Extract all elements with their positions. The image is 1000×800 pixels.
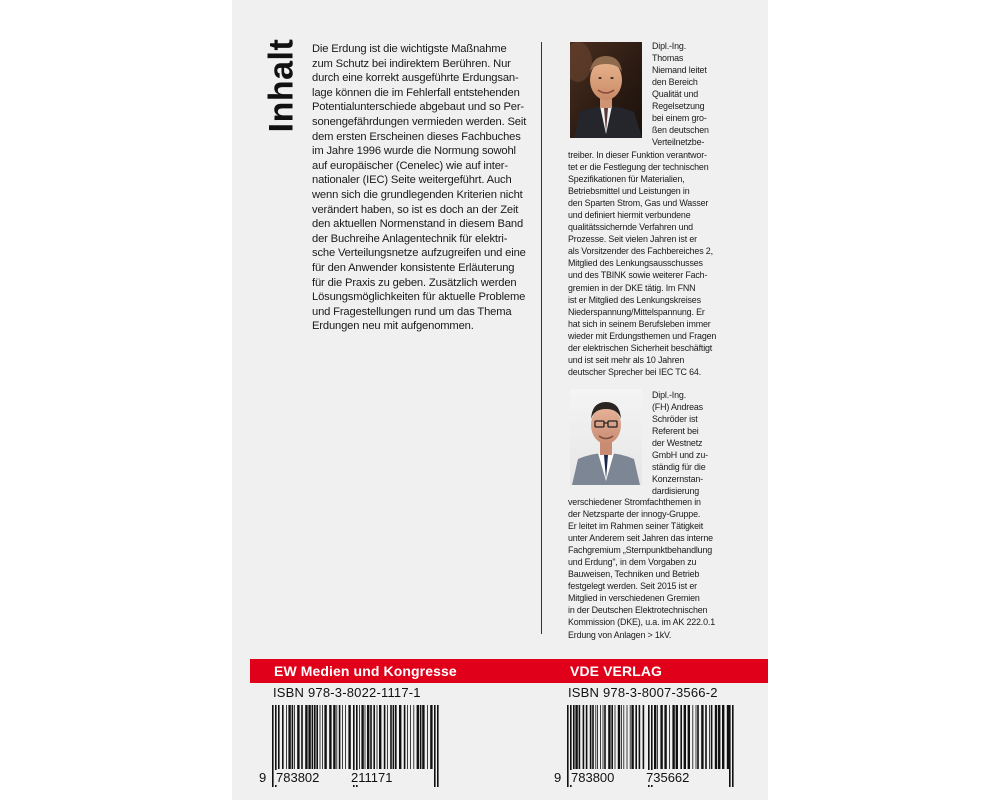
text-line: Niederspannung/Mittelspannung. Er [568,306,705,317]
text-line: Mitglied in verschiedenen Gremien [568,593,700,604]
barcode-bar [324,705,326,769]
text-line: und Fragestellungen rund um das Thema [312,305,512,318]
barcode-bar [359,705,360,769]
text-line: den Sparten Strom, Gas und Wasser [568,198,709,209]
text-line: und definiert hiermit verbundene [568,210,691,221]
barcode-bar [345,705,346,769]
text-line: Mitglied des Lenkungsausschusses [568,258,703,269]
barcode-bar [420,705,422,769]
barcode-bar [278,705,280,769]
barcode-bar [316,705,318,769]
text-line: dem ersten Erscheinen dieses Fachbuches [312,130,521,143]
barcode-bar [427,705,428,769]
text-line: auf europäischer (Cenelec) wie auf inter- [312,159,508,172]
text-line: Erdungen neu mit aufgenommen. [312,320,474,333]
text-line: Er leitet im Rahmen seiner Tätigkeit [568,521,704,532]
barcode-digit-first: 9 [259,770,267,785]
text-line: Bauweisen, Techniken und Betrieb [568,569,700,580]
barcode-bar [597,705,598,769]
text-line: im Jahre 1996 wurde die Normung sowohl [312,145,516,158]
barcode-bar [294,705,295,769]
text-line: qualitätssichernde Verfahren und [568,222,693,233]
barcode-bar [672,705,674,769]
barcode-bar [361,705,363,769]
barcode-bar [618,705,620,769]
barcode-bar [407,705,408,769]
text-line: Die Erdung ist die wichtigste Maßnahme [312,43,507,55]
text-line: Verteilnetzbe- [652,137,705,148]
barcode-bar [322,705,323,769]
barcode-bar [297,705,299,769]
barcode-bar [639,705,641,769]
barcode-bar [379,705,381,769]
text-line: dardisierung [652,486,700,497]
text-line: unter Anderem seit Jahren das interne [568,533,713,544]
text-line: wenn sich die grundlegenden Kriterien nicht [312,188,523,201]
barcode-bar [312,705,314,769]
barcode-guard-bar [567,705,569,787]
barcode-bar [705,705,707,769]
barcode-digits-left: 783800 [571,770,615,785]
barcode-guard-bar [434,705,436,787]
text-line: Potentialunterschiede abgebaut und so Per- [312,101,525,114]
text-line: der Buchreihe Anlagentechnik für elektri- [312,232,508,245]
barcode-bar [676,705,678,769]
barcode-bar [630,705,631,769]
barcode-bar [595,705,596,769]
text-line: und des TBINK sowie weiterer Fach- [568,270,708,281]
text-line: ständig für die [652,462,706,473]
text-line: Qualität und [652,89,699,100]
text-line: für den Anwender konsistente Erläuterung [312,261,515,274]
barcode-bar [718,705,720,769]
barcode-bar [370,705,372,769]
author-bio-niemand-side [652,40,742,148]
barcode-bar [404,705,406,769]
text-line: Fachgremium „Sternpunktbehandlung [568,545,713,556]
barcode-bar [367,705,369,769]
barcode-bar [631,705,633,769]
publisher-name-ew-medien: EW Medien und Kongresse [274,663,457,679]
text-line: und Erdung", in dem Vorgaben zu [568,557,697,568]
text-line: Dipl.-Ing. [652,390,687,400]
barcode-bar [664,705,666,769]
text-line: der Westnetz [652,438,703,449]
book-description [312,42,528,334]
author-photo-schroeder [570,389,642,485]
isbn-vde-verlag: ISBN 978-3-8007-3566-2 [568,685,718,700]
text-line: treiber. In dieser Funktion verantwor- [568,150,707,160]
barcode-bar [390,705,392,769]
text-line: nationaler (IEC) Seite weitergeführt. Auch [312,174,512,187]
barcode-bar [611,705,613,769]
barcode-bar [669,705,670,769]
text-line: tet er die Festlegung der technischen [568,162,709,173]
text-line: den aktuellen Normenstand in diesem Band [312,218,524,231]
text-line: Spezifikationen für Materialien, [568,174,685,185]
barcode-bar [692,705,693,769]
barcode-bar [621,705,622,769]
barcode-bar [288,705,290,769]
barcode-bar [282,705,284,769]
barcode-bar [727,705,729,769]
barcode-bar [688,705,690,769]
barcode-bar [339,705,341,769]
section-title [262,38,302,132]
barcode-bar [604,705,606,769]
author-photo-niemand [570,42,642,138]
barcode-bar [586,705,588,769]
text-line: (FH) Andreas [652,402,703,413]
barcode-bar [573,705,575,769]
barcode-bar [365,705,366,769]
text-line: Dipl.-Ing. [652,41,687,51]
barcode-bar [579,705,581,769]
text-line: in der Deutschen Elektrotechnischen [568,605,708,616]
section-title-text: Inhalt [262,38,301,132]
barcode-bar [320,705,321,769]
barcode-bar [286,705,287,769]
text-line: ßen deutschen [652,125,709,136]
barcode-bar [393,705,395,769]
barcode-guard-bar [437,705,439,787]
barcode-bar [680,705,682,769]
barcode-bar [660,705,662,769]
barcode-bar [430,705,432,769]
barcode-bar [342,705,343,769]
text-line: als Vorsitzender des Fachbereiches 2, [568,246,713,257]
author-bio-niemand-text [568,149,743,378]
column-divider [541,42,542,634]
barcode-bar [715,705,717,769]
author-bio-schroeder-text [568,496,743,641]
barcode-bar [603,705,604,769]
barcode-bar [623,705,624,769]
barcode-bar [292,705,294,769]
isbn-ew-medien: ISBN 978-3-8022-1117-1 [273,685,421,700]
barcode-guard-bar [729,705,731,787]
barcode-guard-bar [272,705,274,787]
barcode-bar [387,705,388,769]
barcode-bar [643,705,645,769]
barcode-bar [333,705,335,769]
barcode-bar [377,705,378,769]
text-line: Lösungsmöglichkeiten für aktuelle Probleme [312,291,526,304]
text-line: den Bereich [652,77,698,88]
barcode-bar [592,705,594,769]
barcode-bar [657,705,658,769]
barcode-bar [305,705,307,769]
text-line: lage können die im Fehlerfall entstehenden [312,86,520,99]
barcode-digits-left: 783802 [276,770,320,785]
text-line: festgelegt werden. Seit 2015 ist er [568,581,697,592]
barcode-bar [395,705,397,769]
barcode-bar [373,705,375,769]
text-line: sonengefährdungen vermieden werden. Seit [312,115,527,128]
barcode-bar [399,705,401,769]
text-line: Schröder ist [652,414,698,425]
text-line: gremien in der DKE tätig. Im FNN [568,282,696,293]
text-line: Thomas [652,53,684,64]
text-line: zum Schutz bei indirektem Berühren. Nur [312,57,511,70]
barcode-guard-bar [732,705,734,787]
text-line: hat sich in seinem Berufsleben immer [568,318,711,329]
publisher-name-vde-verlag: VDE VERLAG [570,663,663,679]
barcode-bar [410,705,411,769]
text-line: ist er Mitglied des Lenkungskreises [568,294,701,305]
barcode-bar [301,705,303,769]
text-line: durch eine korrekt ausgeführte Erdungsan- [312,72,519,85]
barcode-bar [608,705,610,769]
barcode-bar [314,705,316,769]
barcode-bar [422,705,424,769]
text-line: und ist seit mehr als 10 Jahren [568,354,685,365]
barcode-bar [684,705,686,769]
text-line: wieder mit Erdungsthemen und Fragen [568,330,717,341]
text-line: für die Praxis zu geben. Zusätzlich werden [312,276,517,289]
barcode-bar [590,705,592,769]
barcode-digits-right: 735662 [646,770,690,785]
barcode-bar [583,705,585,769]
barcode-bar [722,705,724,769]
text-line: Betriebsmittel und Leistungen in [568,186,690,197]
text-line: GmbH und zu- [652,450,708,461]
text-line: Regelsetzung [652,101,705,112]
text-line: Erdung von Anlagen > 1kV. [568,629,672,640]
text-line: Referent bei [652,426,699,437]
barcode-bar [600,705,601,769]
barcode-bar [709,705,710,769]
author-bio-schroeder-side [652,389,742,497]
barcode-bar [635,705,637,769]
text-line: Kommission (DKE), u.a. im AK 222.0.1 [568,617,716,628]
barcode-digits-right: 211171 [351,770,393,785]
text-line: bei einem gro- [652,113,707,124]
text-line: verschiedener Stromfachthemen in [568,497,701,507]
barcode-bar [329,705,331,769]
barcode-bar [336,705,337,769]
barcode-bar [417,705,419,769]
barcode-bar [654,705,656,769]
text-line: der Netzsparte der innogy-Gruppe. [568,509,701,520]
barcode-bar [308,705,310,769]
barcode-bar [575,705,577,769]
text-line: verändert haben, so ist es doch an der Zeit [312,203,519,216]
barcode-bar [697,705,699,769]
barcode-digit-first: 9 [554,770,562,785]
text-line: der elektrischen Sicherheit beschäftigt [568,342,713,353]
barcode-bar [711,705,713,769]
barcode-bar [384,705,386,769]
text-line: deutscher Sprecher bei IEC TC 64. [568,366,702,377]
barcode-bar [348,705,350,769]
barcode-bar [696,705,697,769]
barcode-bar [627,705,628,769]
text-line: sche Verteilungsnetze aufzugreifen und eine [312,247,526,260]
text-line: Prozesse. Seit vielen Jahren ist er [568,234,697,245]
barcode-bar [413,705,414,769]
text-line: Niemand leitet [652,65,707,76]
barcode-bar [701,705,703,769]
text-line: Konzernstan- [652,474,703,485]
barcode-bar [615,705,616,769]
